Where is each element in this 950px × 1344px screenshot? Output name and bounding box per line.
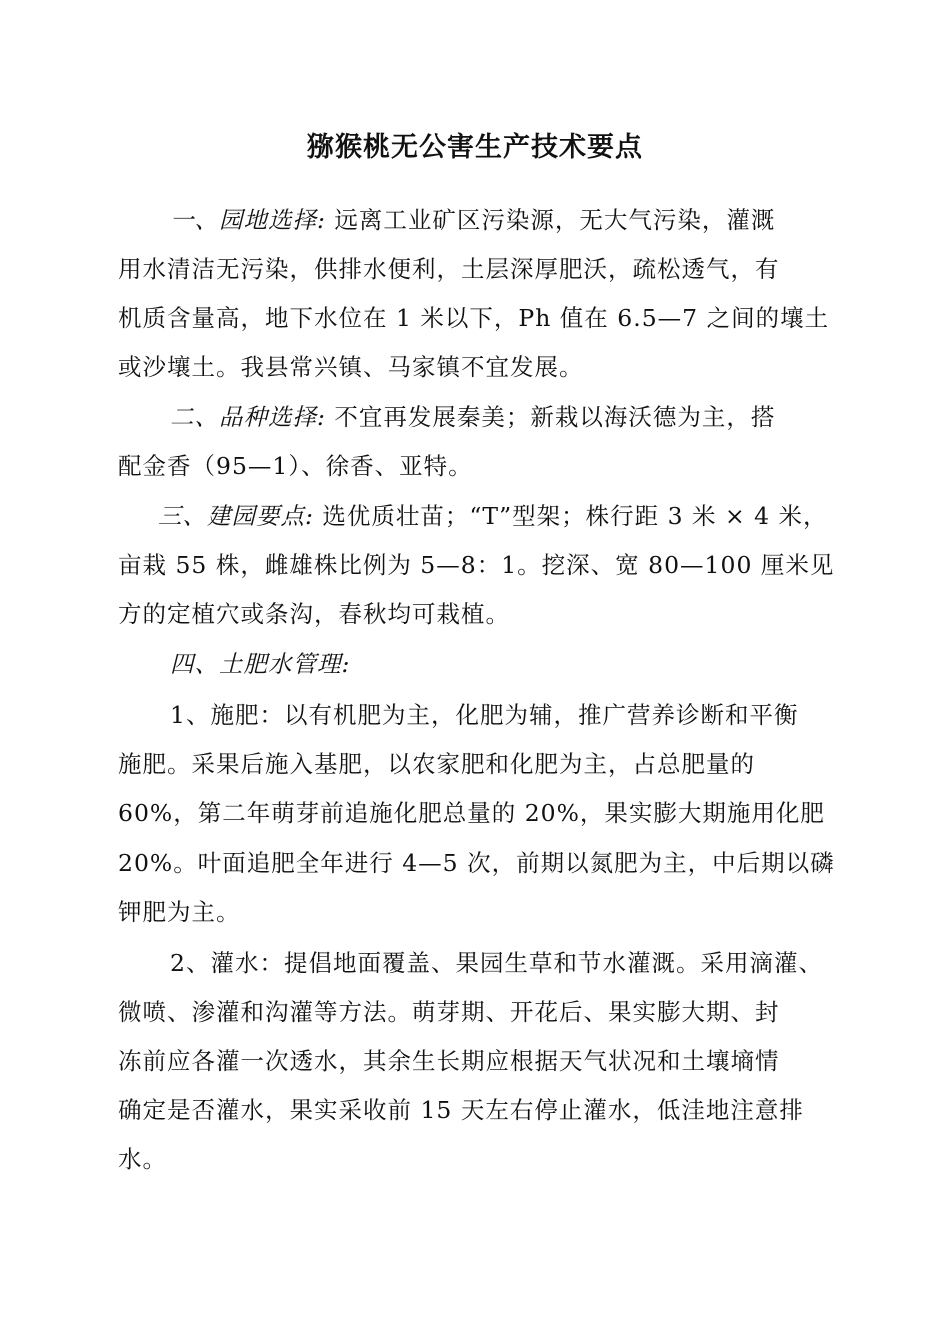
- item1-text-line4: 20%。叶面追肥全年进行 4—5 次，前期以氮肥为主，中后期以磷: [118, 849, 835, 877]
- item2-text-line1: 2、灌水：提倡地面覆盖、果园生草和节水灌溉。采用滴灌、: [170, 949, 823, 977]
- item2-text-line5: 水。: [118, 1145, 167, 1173]
- section3-text-line3: 方的定植穴或条沟，春秋均可栽植。: [118, 600, 510, 628]
- section1-text-line4: 或沙壤土。我县常兴镇、马家镇不宜发展。: [118, 353, 584, 381]
- section1-text-line3: 机质含量高，地下水位在 1 米以下，Ph 值在 6.5—7 之间的壤土: [118, 304, 830, 332]
- section2-first-line: [170, 399, 775, 435]
- item1-text-line3: 60%，第二年萌芽前追施化肥总量的 20%，果实膨大期施用化肥: [118, 799, 825, 827]
- section2-text-line1: 不宜再发展秦美；新栽以海沃德为主，搭: [334, 403, 776, 431]
- document-title: 猕猴桃无公害生产技术要点: [307, 132, 643, 163]
- section3-text-line2: 亩栽 55 株，雌雄株比例为 5—8：1。挖深、宽 80—100 厘米见: [118, 551, 835, 579]
- section3-text-line1: 选优质壮苗；“T”型架；株行距 3 米 × 4 米，: [322, 502, 828, 530]
- item1-text-line2: 施肥。采果后施入基肥，以农家肥和化肥为主，占总肥量的: [118, 750, 755, 778]
- item2-text-line4: 确定是否灌水，果实采收前 15 天左右停止灌水，低洼地注意排: [118, 1096, 804, 1124]
- section3-first-line: [158, 498, 828, 534]
- section1-first-line: [170, 202, 775, 238]
- item1-text-line1: 1、施肥：以有机肥为主，化肥为辅，推广营养诊断和平衡: [170, 701, 799, 729]
- section2-heading: 二、品种选择:: [170, 403, 326, 431]
- section1-text-line2: 用水清洁无污染，供排水便利，土层深厚肥沃，疏松透气，有: [118, 255, 780, 283]
- section4-heading: 四、土肥水管理:: [170, 650, 351, 678]
- section2-text-line2: 配金香（95—1）、徐香、亚特。: [118, 452, 473, 480]
- section3-heading: 三、建园要点:: [158, 502, 314, 530]
- section1-heading: 一、园地选择:: [170, 206, 326, 234]
- item2-text-line3: 冻前应各灌一次透水，其余生长期应根据天气状况和土壤墒情: [118, 1047, 780, 1075]
- item1-text-line5: 钾肥为主。: [118, 898, 241, 926]
- section1-text-line1: 远离工业矿区污染源，无大气污染，灌溉: [334, 206, 776, 234]
- item2-text-line2: 微喷、渗灌和沟灌等方法。萌芽期、开花后、果实膨大期、封: [118, 998, 780, 1026]
